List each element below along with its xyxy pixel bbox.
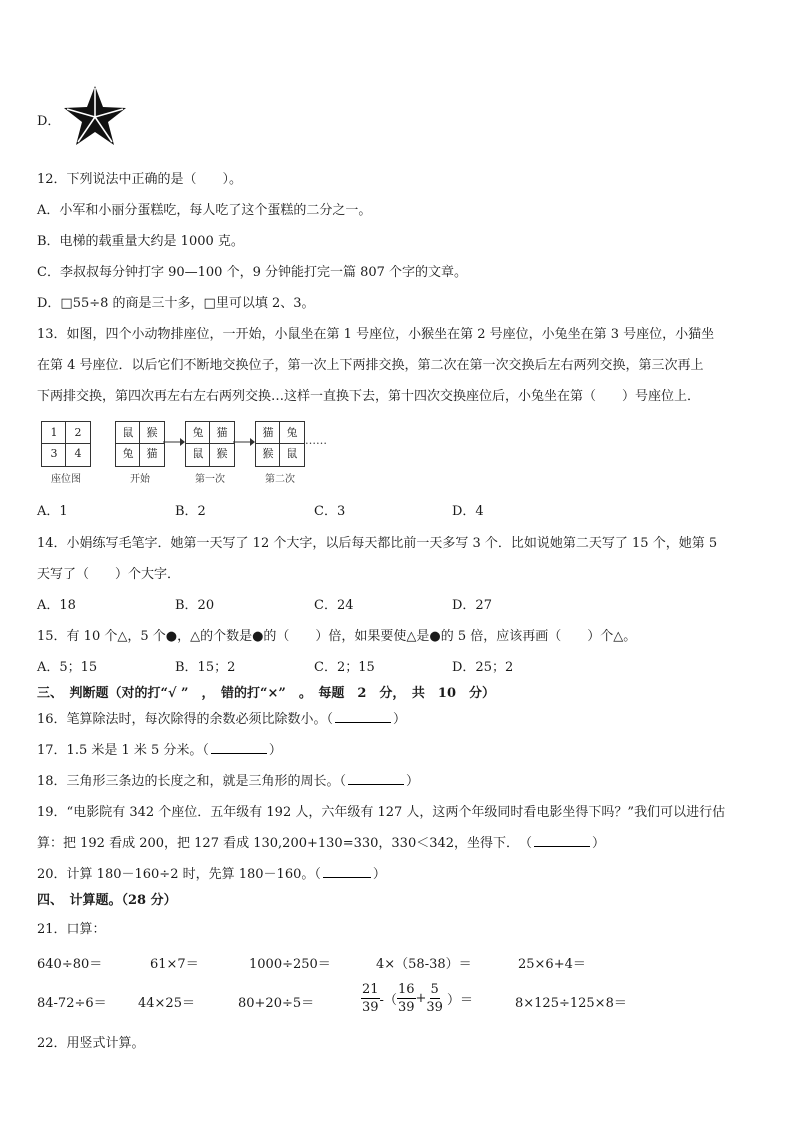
q12-stem: 12．下列说法中正确的是（ ）。 xyxy=(37,172,243,187)
mental-calc-item: 61×7＝ xyxy=(150,957,199,972)
seat-cell: 鼠 xyxy=(122,426,134,439)
paren-close: ） xyxy=(372,867,386,882)
q12-option-b[interactable]: B．电梯的载重量大约是 1000 克。 xyxy=(37,234,244,249)
q20-text: 20．计算 180－160÷2 时，先算 180－160。（ xyxy=(37,867,321,882)
mental-calc-item: 44×25＝ xyxy=(138,996,195,1011)
q14-option-b[interactable]: B．20 xyxy=(175,598,215,613)
q17-answer-blank[interactable] xyxy=(211,741,267,754)
first-swap-grid xyxy=(185,421,235,467)
fraction-a: $\frac{21}{39}$ xyxy=(362,982,379,1015)
q20 xyxy=(37,863,386,882)
q12-option-d[interactable]: D．□55÷8 的商是三十多，□里可以填 2、3。 xyxy=(37,296,315,311)
q20-answer-blank[interactable] xyxy=(323,865,371,878)
q18-answer-blank[interactable] xyxy=(348,772,404,785)
q11-option-d-label[interactable]: D． xyxy=(37,114,61,129)
fraction-b: $\frac{16}{39}$ xyxy=(397,982,415,1015)
paren-close: ） xyxy=(406,774,420,789)
mental-calc-item: 84-72÷6＝ xyxy=(37,996,107,1011)
seat-cell: 2 xyxy=(74,426,82,439)
close-paren-equals: ）＝ xyxy=(446,993,473,1008)
seat-chart-grid xyxy=(41,421,91,467)
q15-option-b[interactable]: B．15；2 xyxy=(175,660,236,675)
seat-cell: 兔 xyxy=(192,426,204,439)
caption-second: 第二次 xyxy=(265,474,295,485)
q19-text: 算：把 192 看成 200，把 127 看成 130,200+130=330，330＜342，坐得下． （ xyxy=(37,836,533,851)
q17-text: 17．1.5 米是 1 米 5 分米。（ xyxy=(37,743,209,758)
q16 xyxy=(37,708,406,727)
seat-cell: 猴 xyxy=(146,426,158,439)
q19-line2 xyxy=(37,832,605,851)
mental-calc-item: 8×125÷125×8＝ xyxy=(515,996,627,1011)
q17 xyxy=(37,739,282,758)
q13-stem-line3: 下两排交换，第四次再左右左右两列交换…这样一直换下去，第十四次交换座位后，小兔坐在第（ ）号座位上． xyxy=(37,389,701,404)
q16-answer-blank[interactable] xyxy=(335,710,391,723)
q18 xyxy=(37,770,419,789)
minus-paren: -（ xyxy=(379,993,397,1008)
fraction-c: $\frac{5}{39}$ xyxy=(426,982,443,1015)
mental-calc-item: 1000÷250＝ xyxy=(249,957,331,972)
q14-option-d[interactable]: D．27 xyxy=(452,598,492,613)
caption-seat-chart: 座位图 xyxy=(51,474,81,485)
second-swap-grid xyxy=(255,421,305,467)
q12-option-c[interactable]: C．李叔叔每分钟打字 90—100 个，9 分钟能打完一篇 807 个字的文章。 xyxy=(37,265,468,280)
section-4-heading: 四、 计算题。（28 分） xyxy=(37,893,177,908)
paren-close: ） xyxy=(268,743,282,758)
seat-cell: 兔 xyxy=(122,447,134,460)
q13-option-b[interactable]: B．2 xyxy=(175,504,206,519)
star-icon xyxy=(62,84,128,150)
q13-stem-line2: 在第 4 号座位．以后它们不断地交换位子，第一次上下两排交换，第二次在第一次交换后左右两列交换，第三次再上 xyxy=(37,358,704,373)
caption-first: 第一次 xyxy=(195,474,225,485)
q14-stem-line1: 14．小娟练写毛笔字．她第一天写了 12 个大字，以后每天都比前一天多写 3 个．比如说她第二天写了 15 个，她第 5 xyxy=(37,536,718,551)
q22-label: 22．用竖式计算。 xyxy=(37,1036,145,1051)
q19-answer-blank[interactable] xyxy=(534,834,590,847)
fraction-expression xyxy=(361,981,473,1016)
seat-cell: 兔 xyxy=(286,426,298,439)
section-3-heading: 三、 判断题（对的打“√ ” ， 错的打“×” 。 每题 2 分， 共 10 分） xyxy=(37,686,496,701)
q15-option-a[interactable]: A．5；15 xyxy=(37,660,98,675)
q13-stem-line1: 13．如图，四个小动物排座位，一开始，小鼠坐在第 1 号座位，小猴坐在第 2 号座位，小兔坐在第 3 号座位，小猫坐 xyxy=(37,327,715,342)
q13-option-d[interactable]: D．4 xyxy=(452,504,484,519)
seat-cell: 猴 xyxy=(216,447,228,460)
mental-calc-item: 4×（58-38）＝ xyxy=(376,957,472,972)
seat-cell: 3 xyxy=(50,447,58,460)
seat-cell: 猴 xyxy=(262,447,274,460)
seat-cell: 鼠 xyxy=(192,447,204,460)
mental-calc-item: 80+20÷5＝ xyxy=(238,996,315,1011)
seat-cell: 猫 xyxy=(146,447,158,460)
q14-option-c[interactable]: C．24 xyxy=(314,598,354,613)
q15-option-c[interactable]: C．2；15 xyxy=(314,660,375,675)
seat-cell: 猫 xyxy=(262,426,274,439)
mental-calc-item: 640÷80＝ xyxy=(37,957,103,972)
q19-line1: 19．“电影院有 342 个座位．五年级有 192 人，六年级有 127 人，这两个年级同时看电影坐得下吗？”我们可以进行估 xyxy=(37,805,726,820)
seat-cell: 鼠 xyxy=(286,447,298,460)
caption-start: 开始 xyxy=(130,474,150,485)
arrow-right-icon xyxy=(163,436,185,448)
q14-option-a[interactable]: A．18 xyxy=(37,598,76,613)
seat-cell: 猫 xyxy=(216,426,228,439)
q13-option-a[interactable]: A．1 xyxy=(37,504,68,519)
mental-calc-item: 25×6+4＝ xyxy=(518,957,586,972)
q13-option-c[interactable]: C．3 xyxy=(314,504,346,519)
q16-text: 16．笔算除法时，每次除得的余数必须比除数小。（ xyxy=(37,712,334,727)
q14-stem-line2: 天写了（ ）个大字． xyxy=(37,567,181,582)
seat-cell: 4 xyxy=(74,447,82,460)
q18-text: 18．三角形三条边的长度之和，就是三角形的周长。（ xyxy=(37,774,347,789)
paren-close: ） xyxy=(393,712,407,727)
start-grid xyxy=(115,421,165,467)
ellipsis: …… xyxy=(305,434,327,447)
paren-close: ） xyxy=(592,836,606,851)
q21-label: 21．口算： xyxy=(37,922,106,937)
plus-sign: + xyxy=(415,991,427,1006)
q15-stem: 15．有 10 个△，5 个●，△的个数是●的（ ）倍，如果要使△是●的 5 倍，应该再画（ ）个△。 xyxy=(37,629,637,644)
q15-option-d[interactable]: D．25；2 xyxy=(452,660,514,675)
arrow-right-icon xyxy=(233,436,255,448)
seat-cell: 1 xyxy=(50,426,58,439)
q12-option-a[interactable]: A．小军和小丽分蛋糕吃，每人吃了这个蛋糕的二分之一。 xyxy=(37,203,372,218)
